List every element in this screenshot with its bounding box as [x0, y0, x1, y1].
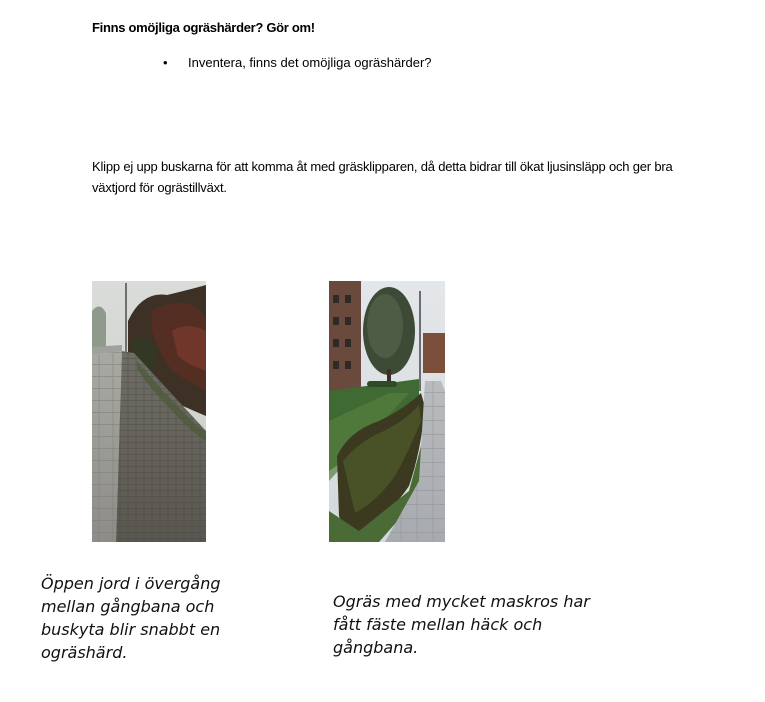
caption-left: Öppen jord i övergång mellan gångbana och buskyta blir snabbt en ogräshärd. — [41, 574, 221, 662]
page-heading: Finns omöjliga ogräshärder? Gör om! — [92, 20, 315, 35]
bullet-text: Inventera, finns det omöjliga ogräshärder? — [188, 55, 432, 70]
bullet-list-item — [163, 55, 432, 70]
photo-hedge-sidewalk-image — [329, 281, 445, 542]
photo-cobblestone-path — [92, 281, 206, 542]
bullet-symbol: • — [163, 55, 168, 70]
caption-right: Ogräs med mycket maskros har fått fäste mellan häck och gångbana. — [333, 592, 590, 657]
photo-hedge-sidewalk — [329, 281, 445, 542]
body-paragraph: Klipp ej upp buskarna för att komma åt med gräsklipparen, då detta bidrar till ökat ljusinsläpp och ger bra växtjord för ogrästillväxt. — [92, 159, 673, 195]
photo-cobblestone-path-image — [92, 281, 206, 542]
